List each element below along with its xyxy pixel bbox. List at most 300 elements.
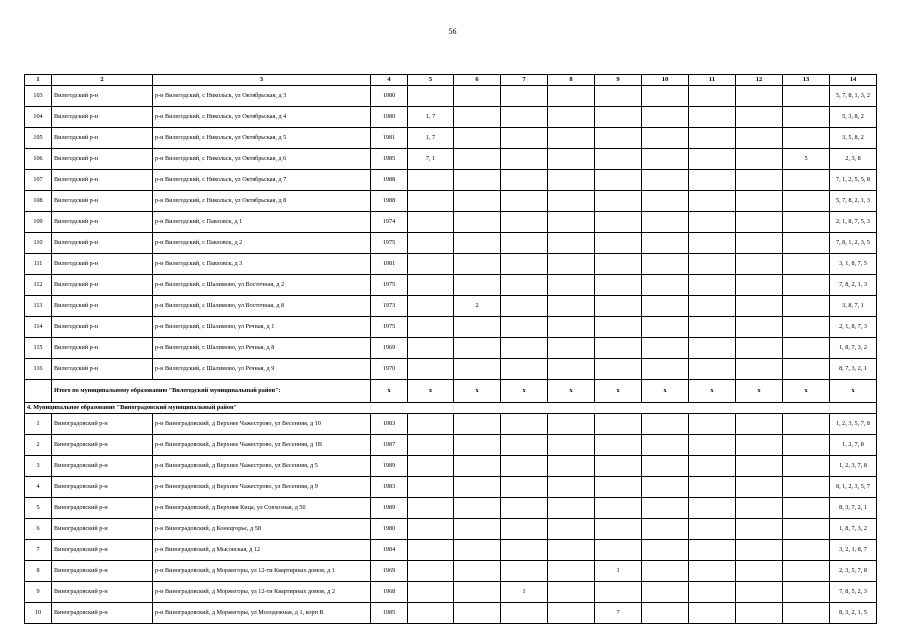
col8-cell	[548, 317, 595, 338]
col11-cell	[689, 149, 736, 170]
col8-cell	[548, 540, 595, 561]
district-cell: Виноградовский р-н	[52, 477, 153, 498]
col11-cell	[689, 170, 736, 191]
col10-cell	[642, 86, 689, 107]
district-cell: Вилегодский р-н	[52, 149, 153, 170]
address-cell: р-н Виноградовский, д Мысовская, д 12	[153, 540, 371, 561]
row-number: 10	[25, 603, 52, 624]
col7-cell	[501, 212, 548, 233]
col6-cell	[454, 540, 501, 561]
address-cell: р-н Вилегодский, с Никольск, ул Октябрьская, д 3	[153, 86, 371, 107]
header-col-12: 12	[736, 75, 783, 86]
col11-cell	[689, 338, 736, 359]
col8-cell	[548, 128, 595, 149]
col7-cell	[501, 540, 548, 561]
col11-cell	[689, 498, 736, 519]
row-number: 7	[25, 540, 52, 561]
col14-cell: 1, 2, 3, 7, 8	[830, 456, 877, 477]
col7-cell	[501, 107, 548, 128]
col10-cell	[642, 233, 689, 254]
header-col-14: 14	[830, 75, 877, 86]
col7-cell	[501, 296, 548, 317]
col8-cell	[548, 191, 595, 212]
col6-cell	[454, 477, 501, 498]
col6-cell	[454, 317, 501, 338]
table-row	[25, 296, 877, 317]
col10-cell	[642, 317, 689, 338]
district-cell: Вилегодский р-н	[52, 254, 153, 275]
col14-cell: 1, 8, 7, 3, 2	[830, 519, 877, 540]
col5-cell	[408, 519, 454, 540]
col7-cell	[501, 477, 548, 498]
col14-cell: 5, 7, 8, 2, 1, 3	[830, 191, 877, 212]
col9-cell	[595, 435, 642, 456]
col6-cell	[454, 212, 501, 233]
table-row	[25, 435, 877, 456]
district-cell: Вилегодский р-н	[52, 107, 153, 128]
col10-cell	[642, 128, 689, 149]
row-number: 112	[25, 275, 52, 296]
district-cell: Виноградовский р-н	[52, 456, 153, 477]
table-row	[25, 359, 877, 380]
col12-cell	[736, 435, 783, 456]
col7-cell	[501, 435, 548, 456]
col6-cell	[454, 128, 501, 149]
col14-cell: 2, 1, 8, 7, 3	[830, 317, 877, 338]
address-cell: р-н Вилегодский, с Никольск, ул Октябрьская, д 7	[153, 170, 371, 191]
year-cell: 1980	[371, 107, 408, 128]
col10-cell	[642, 275, 689, 296]
address-cell: р-н Вилегодский, с Шалимово, ул Речная, д 8	[153, 338, 371, 359]
col10-cell	[642, 582, 689, 603]
col8-cell	[548, 254, 595, 275]
col11-cell	[689, 561, 736, 582]
col7-cell	[501, 86, 548, 107]
address-cell: р-н Виноградовский, д Верхнее Чажестрово, ул Весенняя, д 1В	[153, 435, 371, 456]
row-number: 8	[25, 561, 52, 582]
col7-cell	[501, 128, 548, 149]
col9-cell	[595, 359, 642, 380]
col13-cell	[783, 170, 830, 191]
col5-cell	[408, 498, 454, 519]
col13-cell	[783, 582, 830, 603]
col14-cell: 3, 8, 7, 1	[830, 296, 877, 317]
address-cell: р-н Виноградовский, д Верхнее Чажестрово, ул Весенняя, д 10	[153, 414, 371, 435]
col7-cell	[501, 338, 548, 359]
address-cell: р-н Вилегодский, с Шалимово, ул Восточная, д 2	[153, 275, 371, 296]
col8-cell	[548, 149, 595, 170]
col11-cell	[689, 191, 736, 212]
table-row	[25, 128, 877, 149]
row-number: 116	[25, 359, 52, 380]
col12-cell	[736, 338, 783, 359]
year-cell: 1980	[371, 86, 408, 107]
header-col-11: 11	[689, 75, 736, 86]
col9-cell	[595, 498, 642, 519]
col13-cell	[783, 317, 830, 338]
col5-cell	[408, 561, 454, 582]
header-col-1: 1	[25, 75, 52, 86]
col12-cell	[736, 603, 783, 624]
col10-cell	[642, 519, 689, 540]
total-x-cell: x	[548, 380, 595, 403]
col9-cell	[595, 128, 642, 149]
row-number: 9	[25, 582, 52, 603]
col12-cell	[736, 359, 783, 380]
row-number: 110	[25, 233, 52, 254]
year-cell: 1968	[371, 582, 408, 603]
year-cell: 1984	[371, 540, 408, 561]
row-number: 1	[25, 414, 52, 435]
col7-cell	[501, 561, 548, 582]
col10-cell	[642, 296, 689, 317]
col5-cell	[408, 212, 454, 233]
col12-cell	[736, 296, 783, 317]
col11-cell	[689, 519, 736, 540]
col5-cell: 7, 1	[408, 149, 454, 170]
col12-cell	[736, 254, 783, 275]
col13-cell	[783, 540, 830, 561]
year-cell: 1970	[371, 359, 408, 380]
col9-cell	[595, 149, 642, 170]
col9-cell	[595, 317, 642, 338]
col5-cell	[408, 359, 454, 380]
district-cell: Вилегодский р-н	[52, 170, 153, 191]
col9-cell	[595, 107, 642, 128]
col10-cell	[642, 540, 689, 561]
col12-cell	[736, 107, 783, 128]
col7-cell	[501, 359, 548, 380]
year-cell: 1969	[371, 561, 408, 582]
col12-cell	[736, 561, 783, 582]
col5-cell	[408, 456, 454, 477]
col13-cell	[783, 86, 830, 107]
district-cell: Вилегодский р-н	[52, 212, 153, 233]
col5-cell	[408, 582, 454, 603]
col9-cell	[595, 254, 642, 275]
total-x-cell: x	[408, 380, 454, 403]
year-cell: 1969	[371, 338, 408, 359]
row-number: 113	[25, 296, 52, 317]
address-cell: р-н Вилегодский, с Никольск, ул Октябрьская, д 6	[153, 149, 371, 170]
year-cell: 1987	[371, 435, 408, 456]
col12-cell	[736, 128, 783, 149]
col11-cell	[689, 540, 736, 561]
header-col-6: 6	[454, 75, 501, 86]
row-number: 114	[25, 317, 52, 338]
col12-cell	[736, 540, 783, 561]
col13-cell	[783, 254, 830, 275]
year-cell: 1975	[371, 275, 408, 296]
col13-cell	[783, 296, 830, 317]
col11-cell	[689, 435, 736, 456]
district-cell: Вилегодский р-н	[52, 233, 153, 254]
district-cell: Вилегодский р-н	[52, 86, 153, 107]
col6-cell	[454, 191, 501, 212]
col7-cell	[501, 603, 548, 624]
year-cell: 1988	[371, 191, 408, 212]
year-cell: 1985	[371, 149, 408, 170]
col10-cell	[642, 603, 689, 624]
col8-cell	[548, 456, 595, 477]
col12-cell	[736, 519, 783, 540]
col14-cell: 7, 8, 5, 2, 3	[830, 582, 877, 603]
col11-cell	[689, 477, 736, 498]
table-row	[25, 149, 877, 170]
address-cell: р-н Вилегодский, с Павловск, д 3	[153, 254, 371, 275]
address-cell: р-н Виноградовский, д Моржегоры, ул 12-ти Квартирных домов, д 2	[153, 582, 371, 603]
col12-cell	[736, 191, 783, 212]
table-row	[25, 191, 877, 212]
col8-cell	[548, 359, 595, 380]
col14-cell: 3, 2, 1, 8, 7	[830, 540, 877, 561]
district-cell: Вилегодский р-н	[52, 128, 153, 149]
col11-cell	[689, 86, 736, 107]
total-x-cell: x	[371, 380, 408, 403]
row-number: 107	[25, 170, 52, 191]
col6-cell	[454, 603, 501, 624]
col11-cell	[689, 359, 736, 380]
year-cell: 1975	[371, 233, 408, 254]
district-cell: Вилегодский р-н	[52, 296, 153, 317]
col9-cell	[595, 86, 642, 107]
col6-cell	[454, 170, 501, 191]
table-row	[25, 456, 877, 477]
col12-cell	[736, 149, 783, 170]
col12-cell	[736, 170, 783, 191]
address-cell: р-н Виноградовский, д Верхняя Кица, ул Совхозная, д 50	[153, 498, 371, 519]
col12-cell	[736, 275, 783, 296]
col7-cell	[501, 317, 548, 338]
col9-cell	[595, 456, 642, 477]
register-table	[24, 74, 877, 624]
total-label: Итого по муниципальному образованию "Вилегодский муниципальный район":	[52, 380, 371, 403]
col5-cell	[408, 435, 454, 456]
col7-cell	[501, 414, 548, 435]
col6-cell	[454, 254, 501, 275]
col10-cell	[642, 107, 689, 128]
row-number: 4	[25, 477, 52, 498]
col12-cell	[736, 456, 783, 477]
col14-cell: 7, 1, 2, 5, 5, 8	[830, 170, 877, 191]
col9-cell	[595, 338, 642, 359]
table-row	[25, 86, 877, 107]
col12-cell	[736, 317, 783, 338]
col9-cell	[595, 540, 642, 561]
col5-cell	[408, 170, 454, 191]
table-row	[25, 414, 877, 435]
address-cell: р-н Вилегодский, с Никольск, ул Октябрьская, д 5	[153, 128, 371, 149]
row-number: 105	[25, 128, 52, 149]
total-x-cell: x	[454, 380, 501, 403]
col10-cell	[642, 414, 689, 435]
col10-cell	[642, 212, 689, 233]
col13-cell: 5	[783, 149, 830, 170]
year-cell: 1981	[371, 128, 408, 149]
total-x-cell: x	[689, 380, 736, 403]
address-cell: р-н Вилегодский, с Никольск, ул Октябрьская, д 4	[153, 107, 371, 128]
header-col-2: 2	[52, 75, 153, 86]
col7-cell	[501, 456, 548, 477]
col13-cell	[783, 561, 830, 582]
address-cell: р-н Вилегодский, с Павловск, д 2	[153, 233, 371, 254]
col5-cell	[408, 191, 454, 212]
col13-cell	[783, 477, 830, 498]
table-row	[25, 498, 877, 519]
col14-cell: 8, 3, 2, 1, 5	[830, 603, 877, 624]
table-row	[25, 540, 877, 561]
table-row	[25, 254, 877, 275]
col12-cell	[736, 86, 783, 107]
col9-cell	[595, 233, 642, 254]
col8-cell	[548, 582, 595, 603]
col7-cell	[501, 170, 548, 191]
col11-cell	[689, 456, 736, 477]
col13-cell	[783, 233, 830, 254]
col10-cell	[642, 338, 689, 359]
col8-cell	[548, 603, 595, 624]
col8-cell	[548, 275, 595, 296]
col8-cell	[548, 296, 595, 317]
col11-cell	[689, 212, 736, 233]
year-cell: 1974	[371, 212, 408, 233]
district-cell: Виноградовский р-н	[52, 435, 153, 456]
col5-cell	[408, 477, 454, 498]
district-cell: Вилегодский р-н	[52, 275, 153, 296]
address-cell: р-н Виноградовский, д Верхнее Чажестрово, ул Весенняя, д 9	[153, 477, 371, 498]
header-col-9: 9	[595, 75, 642, 86]
total-x-cell: x	[736, 380, 783, 403]
district-cell: Виноградовский р-н	[52, 519, 153, 540]
address-cell: р-н Виноградовский, д Конецгорье, д 58	[153, 519, 371, 540]
col13-cell	[783, 498, 830, 519]
col9-cell	[595, 519, 642, 540]
col5-cell	[408, 540, 454, 561]
column-number-header	[25, 75, 877, 86]
col12-cell	[736, 477, 783, 498]
col8-cell	[548, 435, 595, 456]
col14-cell: 2, 3, 5, 7, 8	[830, 561, 877, 582]
district-cell: Виноградовский р-н	[52, 414, 153, 435]
col11-cell	[689, 275, 736, 296]
col9-cell	[595, 212, 642, 233]
col6-cell: 2	[454, 296, 501, 317]
total-x-cell: x	[783, 380, 830, 403]
col7-cell	[501, 498, 548, 519]
col6-cell	[454, 338, 501, 359]
col13-cell	[783, 519, 830, 540]
table-row	[25, 317, 877, 338]
district-cell: Виноградовский р-н	[52, 582, 153, 603]
year-cell: 1989	[371, 456, 408, 477]
col5-cell: 1, 7	[408, 128, 454, 149]
col10-cell	[642, 170, 689, 191]
col9-cell	[595, 296, 642, 317]
col5-cell	[408, 296, 454, 317]
address-cell: р-н Виноградовский, д Верхнее Чажестрово, ул Весенняя, д 5	[153, 456, 371, 477]
col13-cell	[783, 338, 830, 359]
col7-cell	[501, 519, 548, 540]
table-row	[25, 582, 877, 603]
col7-cell	[501, 254, 548, 275]
total-row	[25, 380, 877, 403]
col13-cell	[783, 456, 830, 477]
year-cell: 1985	[371, 603, 408, 624]
col6-cell	[454, 519, 501, 540]
row-number: 103	[25, 86, 52, 107]
year-cell: 1973	[371, 296, 408, 317]
row-number: 5	[25, 498, 52, 519]
col13-cell	[783, 191, 830, 212]
col9-cell	[595, 477, 642, 498]
total-x-cell: x	[501, 380, 548, 403]
col11-cell	[689, 254, 736, 275]
year-cell: 1980	[371, 519, 408, 540]
row-number: 104	[25, 107, 52, 128]
col13-cell	[783, 128, 830, 149]
col11-cell	[689, 296, 736, 317]
table-row	[25, 170, 877, 191]
col8-cell	[548, 338, 595, 359]
col12-cell	[736, 582, 783, 603]
col8-cell	[548, 477, 595, 498]
table-row	[25, 338, 877, 359]
district-cell: Виноградовский р-н	[52, 540, 153, 561]
total-blank-cell	[25, 380, 52, 403]
table-row	[25, 212, 877, 233]
col13-cell	[783, 603, 830, 624]
col6-cell	[454, 359, 501, 380]
col14-cell: 1, 8, 7, 3, 2	[830, 338, 877, 359]
table-row	[25, 107, 877, 128]
header-col-13: 13	[783, 75, 830, 86]
header-col-5: 5	[408, 75, 454, 86]
total-x-cell: x	[595, 380, 642, 403]
col7-cell: 1	[501, 582, 548, 603]
address-cell: р-н Вилегодский, с Никольск, ул Октябрьская, д 8	[153, 191, 371, 212]
col10-cell	[642, 191, 689, 212]
col9-cell	[595, 414, 642, 435]
row-number: 3	[25, 456, 52, 477]
col11-cell	[689, 317, 736, 338]
col13-cell	[783, 107, 830, 128]
col9-cell	[595, 191, 642, 212]
col14-cell: 1, 2, 3, 5, 7, 8	[830, 414, 877, 435]
col6-cell	[454, 107, 501, 128]
col5-cell	[408, 233, 454, 254]
year-cell: 1981	[371, 254, 408, 275]
col8-cell	[548, 519, 595, 540]
col6-cell	[454, 582, 501, 603]
col14-cell: 3, 5, 8, 2	[830, 128, 877, 149]
col6-cell	[454, 498, 501, 519]
total-x-cell: x	[642, 380, 689, 403]
col14-cell: 5, 3, 8, 2	[830, 107, 877, 128]
col6-cell	[454, 456, 501, 477]
row-number: 106	[25, 149, 52, 170]
col14-cell: 2, 3, 8	[830, 149, 877, 170]
section-title: 4. Муниципальное образование "Виноградовский муниципальный район"	[25, 403, 877, 414]
year-cell: 1989	[371, 498, 408, 519]
district-cell: Виноградовский р-н	[52, 603, 153, 624]
col13-cell	[783, 359, 830, 380]
year-cell: 1988	[371, 170, 408, 191]
table-row	[25, 477, 877, 498]
district-cell: Вилегодский р-н	[52, 359, 153, 380]
row-number: 2	[25, 435, 52, 456]
address-cell: р-н Вилегодский, с Шалимово, ул Речная, д 9	[153, 359, 371, 380]
col10-cell	[642, 435, 689, 456]
